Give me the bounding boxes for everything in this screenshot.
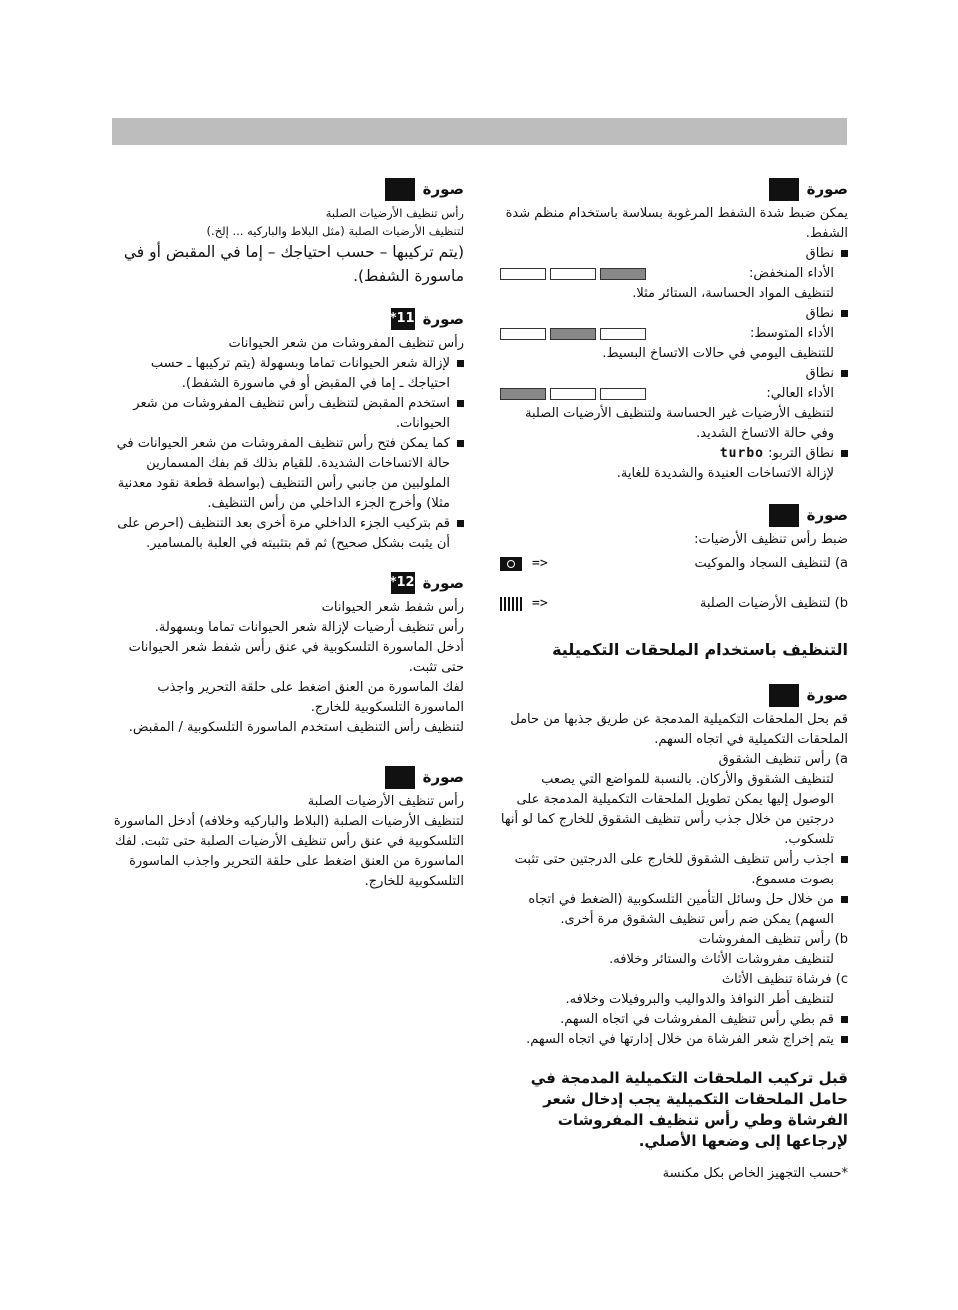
turbo-brush-clean: لتنظيف رأس التنظيف استخدم الماسورة التلسكوبية / المقبض. xyxy=(128,720,464,735)
figure-label xyxy=(112,764,464,790)
level-desc: لتنظيف المواد الحساسة، الستائر مثلا. xyxy=(632,286,834,301)
level-range: نطاق xyxy=(805,366,834,381)
acc-a-desc: لتنظيف الشقوق والأركان. بالنسبة للمواضع التي يصعب الوصول إليها يمكن تطويل الملحقات التكميلية المدمجة على درجتين من خلال جذب رأس تنظيف الشقوق للخارج كما لو أنها تلسكوب. xyxy=(500,772,834,847)
warning-text: قبل تركيب الملحقات التكميلية المدمجة في حامل الملحقات التكميلية يجب إدخال شعر الفرشاة وطي رأس تنظيف المفروشات لإرجاعها إلى وضعها الأصلي. xyxy=(530,1069,848,1150)
acc-a-bullet: من خلال حل وسائل التأمين التلسكوبية (الضغط في اتجاه السهم) يمكن ضم رأس تنظيف الشقوق مرة أخرى. xyxy=(500,890,848,930)
figure-label xyxy=(500,502,848,528)
acc-c-desc: لتنظيف أطر النوافذ والدواليب والبروفيلات وخلافه. xyxy=(565,992,834,1007)
turbo-desc: لإزالة الاتساخات العنيدة والشديدة للغاية. xyxy=(616,466,834,481)
hard-note: (يتم تركيبها – حسب احتياجك – إما في المقبض أو في ماسورة الشفط). xyxy=(123,243,464,285)
level-turbo xyxy=(500,444,848,484)
pet-title: رأس تنظيف المفروشات من شعر الحيوانات xyxy=(228,336,464,351)
figure-number-box: 11* xyxy=(391,308,415,330)
hard-desc: لتنظيف الأرضيات الصلبة (مثل البلاط والباركيه ... إلخ.) xyxy=(206,224,464,238)
floor-option-a xyxy=(500,554,848,574)
figure-label xyxy=(500,682,848,708)
acc-a-bullet: اجذب رأس تنظيف الشقوق للخارج على الدرجتين حتى تثبت بصوت مسموع. xyxy=(500,850,848,890)
figure-number-box xyxy=(769,178,799,201)
figure-word: صورة xyxy=(806,506,848,524)
turbo-label: نطاق التربو: xyxy=(768,446,834,461)
hard-title: رأس تنظيف الأرضيات الصلبة xyxy=(325,206,464,220)
footnote: *حسب التجهيز الخاص بكل مكنسة xyxy=(662,1166,848,1181)
level-name: الأداء العالي: xyxy=(766,386,834,401)
hardfloor-desc: لتنظيف الأرضيات الصلبة (البلاط والباركيه وخلافه) أدخل الماسورة التلسكوبية في عنق رأس تنظيف الأرضيات الصلبة حتى تثبت. لفك الماسورة من العنق اضغط على حلقة التحرير واجذب الماسورة التلسكوبية للخارج. xyxy=(113,814,464,889)
pet-bullet: استخدم المقبض لتنظيف رأس تنظيف المفروشات من شعر الحيوانات. xyxy=(112,394,464,434)
pet-bullet: كما يمكن فتح رأس تنظيف المفروشات من شعر الحيوانات في حالة الاتساخات الشديدة. للقيام بذلك قم بفك المسمارين الملولبين من جانبي رأس التنظيف (بواسطة قطعة نقود معدنية مثلا) وأخرج الجزء الداخلي من رأس التنظيف. xyxy=(112,434,464,514)
level-name: الأداء المنخفض: xyxy=(749,266,834,281)
level-low xyxy=(500,244,848,304)
suction-intro: يمكن ضبط شدة الشفط المرغوبة بسلاسة باستخدام منظم شدة الشفط. xyxy=(505,206,848,241)
figure-word: صورة xyxy=(422,180,464,198)
figure-word: صورة xyxy=(806,180,848,198)
figure-label xyxy=(112,306,464,332)
figure-number-box: 12* xyxy=(391,572,415,594)
figure-word: صورة xyxy=(422,310,464,328)
level-high xyxy=(500,364,848,444)
level-name: الأداء المتوسط: xyxy=(749,326,834,341)
turbo-brush-desc: رأس تنظيف أرضيات لإزالة شعر الحيوانات تماما وبسهولة. xyxy=(154,620,464,635)
acc-intro: قم بحل الملحقات التكميلية المدمجة عن طريق جذبها من حامل الملحقات التكميلية في اتجاه السهم. xyxy=(510,712,848,747)
floor-b-text: b) لتنظيف الأرضيات الصلبة xyxy=(699,596,848,611)
arrow-text: <= xyxy=(532,596,548,611)
level-range: نطاق xyxy=(805,306,834,321)
arrow-text: <= xyxy=(532,556,548,571)
acc-c-bullet: يتم إخراج شعر الفرشاة من خلال إدارتها في اتجاه السهم. xyxy=(500,1030,848,1050)
acc-b-desc: لتنظيف مفروشات الأثاث والستائر وخلافه. xyxy=(609,952,834,967)
section-title: التنظيف باستخدام الملحقات التكميلية xyxy=(552,640,848,659)
header-band xyxy=(112,118,847,145)
level-range: نطاق xyxy=(805,246,834,261)
acc-c-title: c) فرشاة تنظيف الأثاث xyxy=(721,972,848,987)
figure-word: صورة xyxy=(806,686,848,704)
figure-word: صورة xyxy=(422,768,464,786)
floor-option-b xyxy=(500,594,848,614)
level-desc: للتنظيف اليومي في حالات الاتساخ البسيط. xyxy=(602,346,834,361)
acc-a-title: a) رأس تنظيف الشقوق xyxy=(718,752,848,767)
figure-label xyxy=(112,176,464,202)
left-column xyxy=(112,176,464,892)
right-column xyxy=(500,176,848,1184)
turbo-logo: turbo xyxy=(719,446,764,461)
hard-floor-icon xyxy=(500,597,522,611)
figure-label xyxy=(500,176,848,202)
power-bars-low xyxy=(500,268,646,280)
figure-number-box xyxy=(385,178,415,201)
figure-number-box xyxy=(769,684,799,707)
power-bars-mid xyxy=(500,328,646,340)
figure-label xyxy=(112,570,464,596)
turbo-brush-title: رأس شفط شعر الحيوانات xyxy=(321,600,464,615)
carpet-icon xyxy=(500,557,522,571)
hardfloor-title: رأس تنظيف الأرضيات الصلبة xyxy=(307,794,464,809)
pet-bullet: قم بتركيب الجزء الداخلي مرة أخرى بعد التنظيف (احرص على أن يثبت بشكل صحيح) ثم قم بتثبيته في العلبة بالمسامير. xyxy=(112,514,464,554)
floor-a-text: a) لتنظيف السجاد والموكيت xyxy=(694,556,848,571)
level-mid xyxy=(500,304,848,364)
power-bars-high xyxy=(500,388,646,400)
level-desc: لتنظيف الأرضيات غير الحساسة ولتنظيف الأرضيات الصلبة وفي حالة الاتساخ الشديد. xyxy=(524,406,834,441)
figure-number-box xyxy=(385,766,415,789)
turbo-brush-remove: لفك الماسورة من العنق اضغط على حلقة التحرير واجذب الماسورة التلسكوبية للخارج. xyxy=(157,680,464,715)
acc-c-bullet: قم بطي رأس تنظيف المفروشات في اتجاه السهم. xyxy=(500,1010,848,1030)
turbo-brush-steps: أدخل الماسورة التلسكوبية في عنق رأس شفط شعر الحيوانات حتى تثبت. xyxy=(128,640,464,675)
floor-title: ضبط رأس تنظيف الأرضيات: xyxy=(694,532,848,547)
acc-b-title: b) رأس تنظيف المفروشات xyxy=(698,932,848,947)
figure-number-box xyxy=(769,504,799,527)
figure-word: صورة xyxy=(422,574,464,592)
pet-bullet: لإزالة شعر الحيوانات تماما وبسهولة (يتم تركيبها ـ حسب احتياجك ـ إما في المقبض أو في ماسورة الشفط). xyxy=(112,354,464,394)
